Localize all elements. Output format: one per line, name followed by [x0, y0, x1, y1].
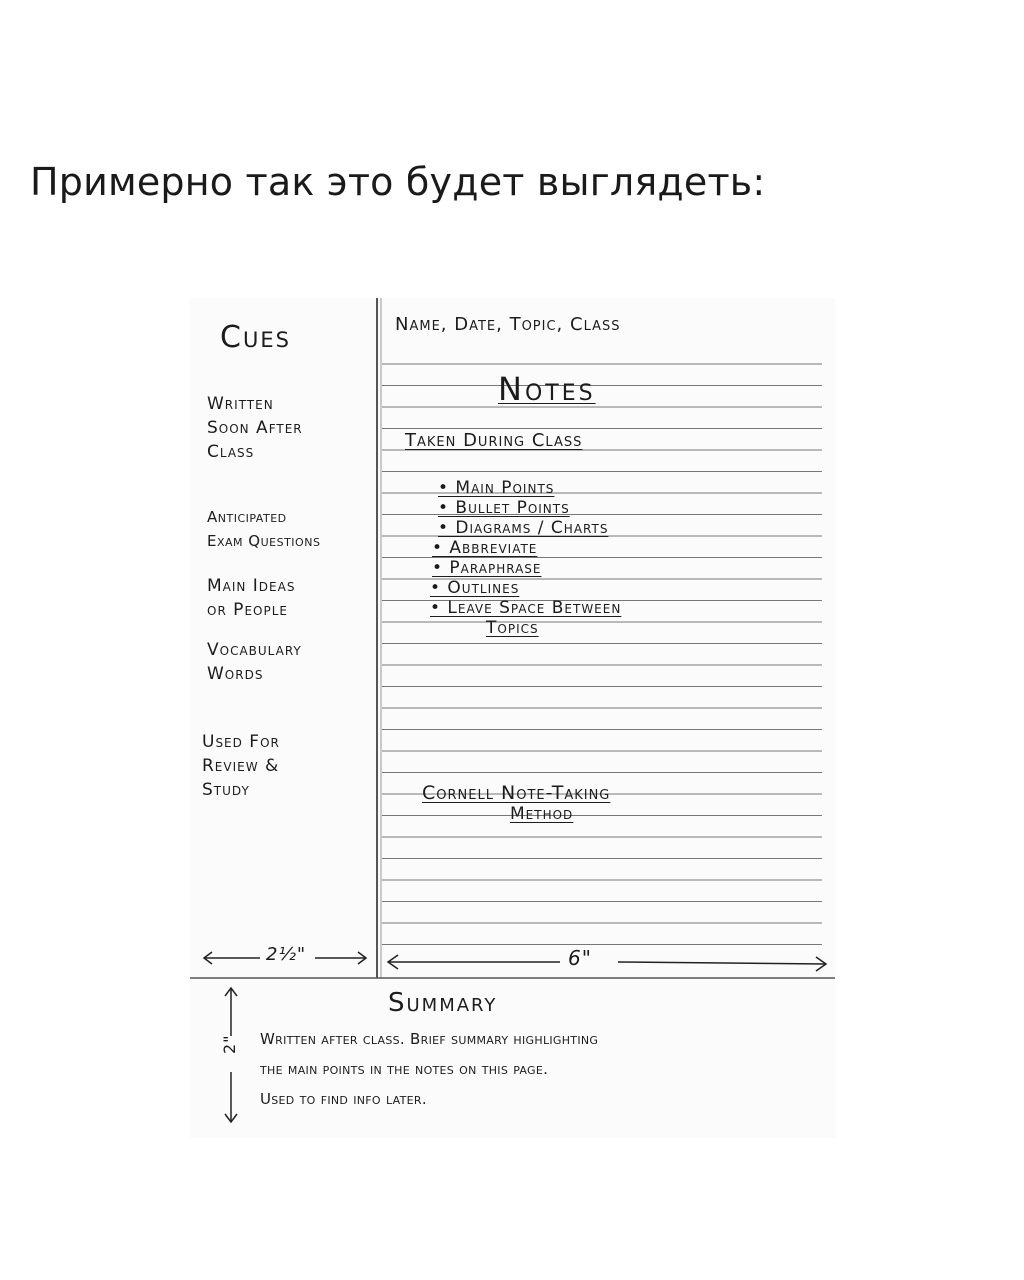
note-item: • Main Points: [438, 478, 555, 498]
cue-written: Written Soon After Class: [207, 394, 303, 462]
height-arrow: [225, 988, 237, 1122]
cornell-notes-sheet: [190, 298, 835, 1138]
cues-title: Cues: [220, 320, 291, 355]
note-item: • Paraphrase: [432, 558, 542, 578]
summary-line-1: Written after class. Brief summary highlighting: [260, 1030, 599, 1048]
note-item: • Bullet Points: [438, 498, 570, 518]
method-line-1: Cornell Note-Taking: [422, 782, 611, 804]
cue-vocabulary: Vocabulary Words: [207, 640, 302, 684]
cue-review: Used For Review & Study: [202, 732, 280, 800]
method-line-2: Method: [510, 804, 574, 824]
note-item: • Outlines: [430, 578, 520, 598]
note-item: • Diagrams / Charts: [438, 518, 609, 538]
note-item: • Abbreviate: [432, 538, 538, 558]
summary-line-2: the main points in the notes on this page.: [260, 1060, 549, 1078]
cue-main-ideas: Main Ideas or People: [207, 576, 296, 620]
notes-item-list: [430, 478, 621, 638]
left-width-label: 2½": [266, 944, 307, 965]
notes-subtitle: Taken During Class: [405, 430, 583, 451]
summary-line-3: Used to find info later.: [260, 1090, 427, 1108]
cue-exam-questions: Anticipated Exam Questions: [207, 508, 321, 550]
notes-header: Name, Date, Topic, Class: [395, 314, 621, 335]
right-width-label: 6": [568, 946, 592, 970]
right-width-arrow: [388, 955, 826, 971]
note-item-tail: Topics: [486, 618, 539, 638]
note-item: • Leave Space Between: [430, 598, 622, 618]
notes-title: Notes: [498, 370, 596, 408]
height-label: 2": [220, 1034, 239, 1054]
summary-title: Summary: [388, 988, 498, 1018]
page-heading: Примерно так это будет выглядеть:: [30, 160, 766, 204]
